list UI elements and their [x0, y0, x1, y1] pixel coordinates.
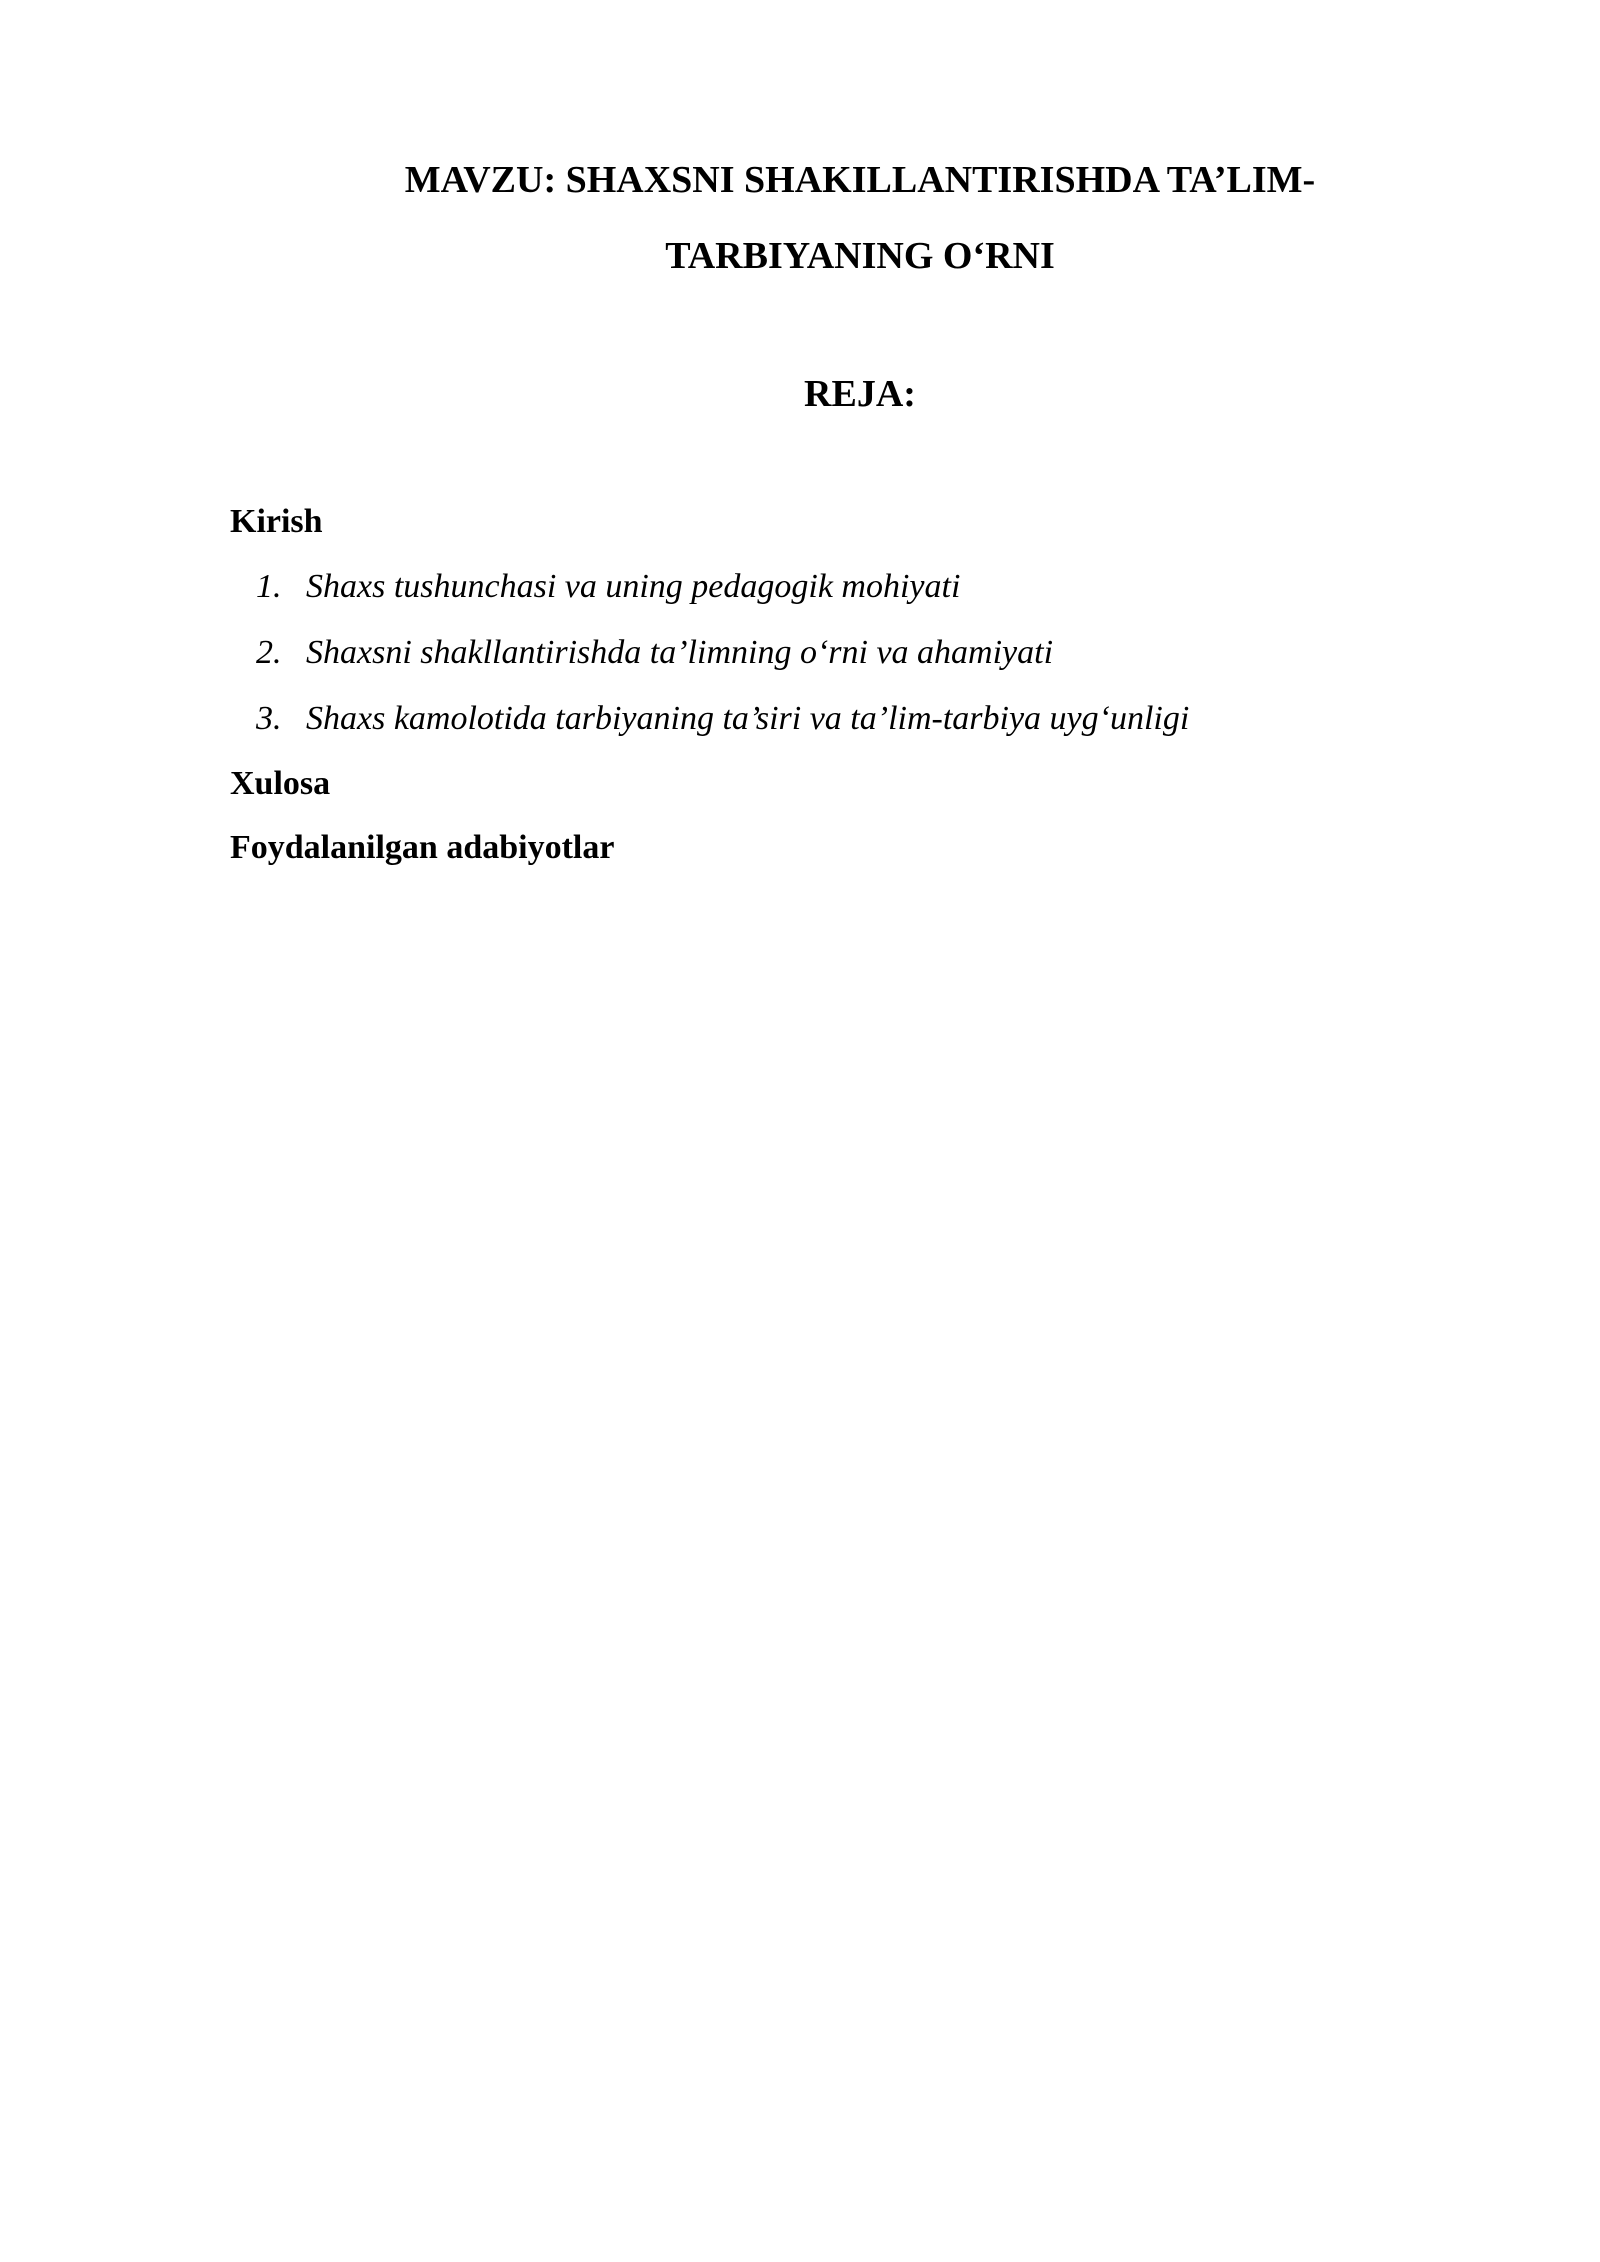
- plan-item-number: 3.: [256, 700, 282, 737]
- plan-item: [230, 620, 1480, 686]
- plan-item-text: Shaxs kamolotida tarbiyaning ta’siri va ta’lim-tarbiya uyg‘unligi: [306, 700, 1190, 737]
- plan-item-number: 2.: [256, 634, 282, 671]
- plan-heading: REJA:: [804, 373, 916, 415]
- plan-outline: [230, 490, 1480, 880]
- plan-item: [230, 686, 1480, 752]
- title-line-1: MAVZU: SHAXSNI SHAKILLANTIRISHDA TA’LIM-: [404, 159, 1316, 201]
- plan-list: [230, 554, 1480, 752]
- plan-item: [230, 554, 1480, 620]
- conclusion-heading: Xulosa: [230, 765, 331, 802]
- intro-heading: Kirish: [230, 503, 323, 540]
- plan-item-text: Shaxsni shakllantirishda ta’limning o‘rni va ahamiyati: [306, 634, 1054, 671]
- references-heading: Foydalanilgan adabiyotlar: [230, 829, 615, 866]
- plan-item-number: 1.: [256, 568, 282, 605]
- document-title: [230, 142, 1490, 294]
- title-line-2: TARBIYANING O‘RNI: [665, 235, 1055, 277]
- plan-item-text: Shaxs tushunchasi va uning pedagogik mohiyati: [306, 568, 961, 605]
